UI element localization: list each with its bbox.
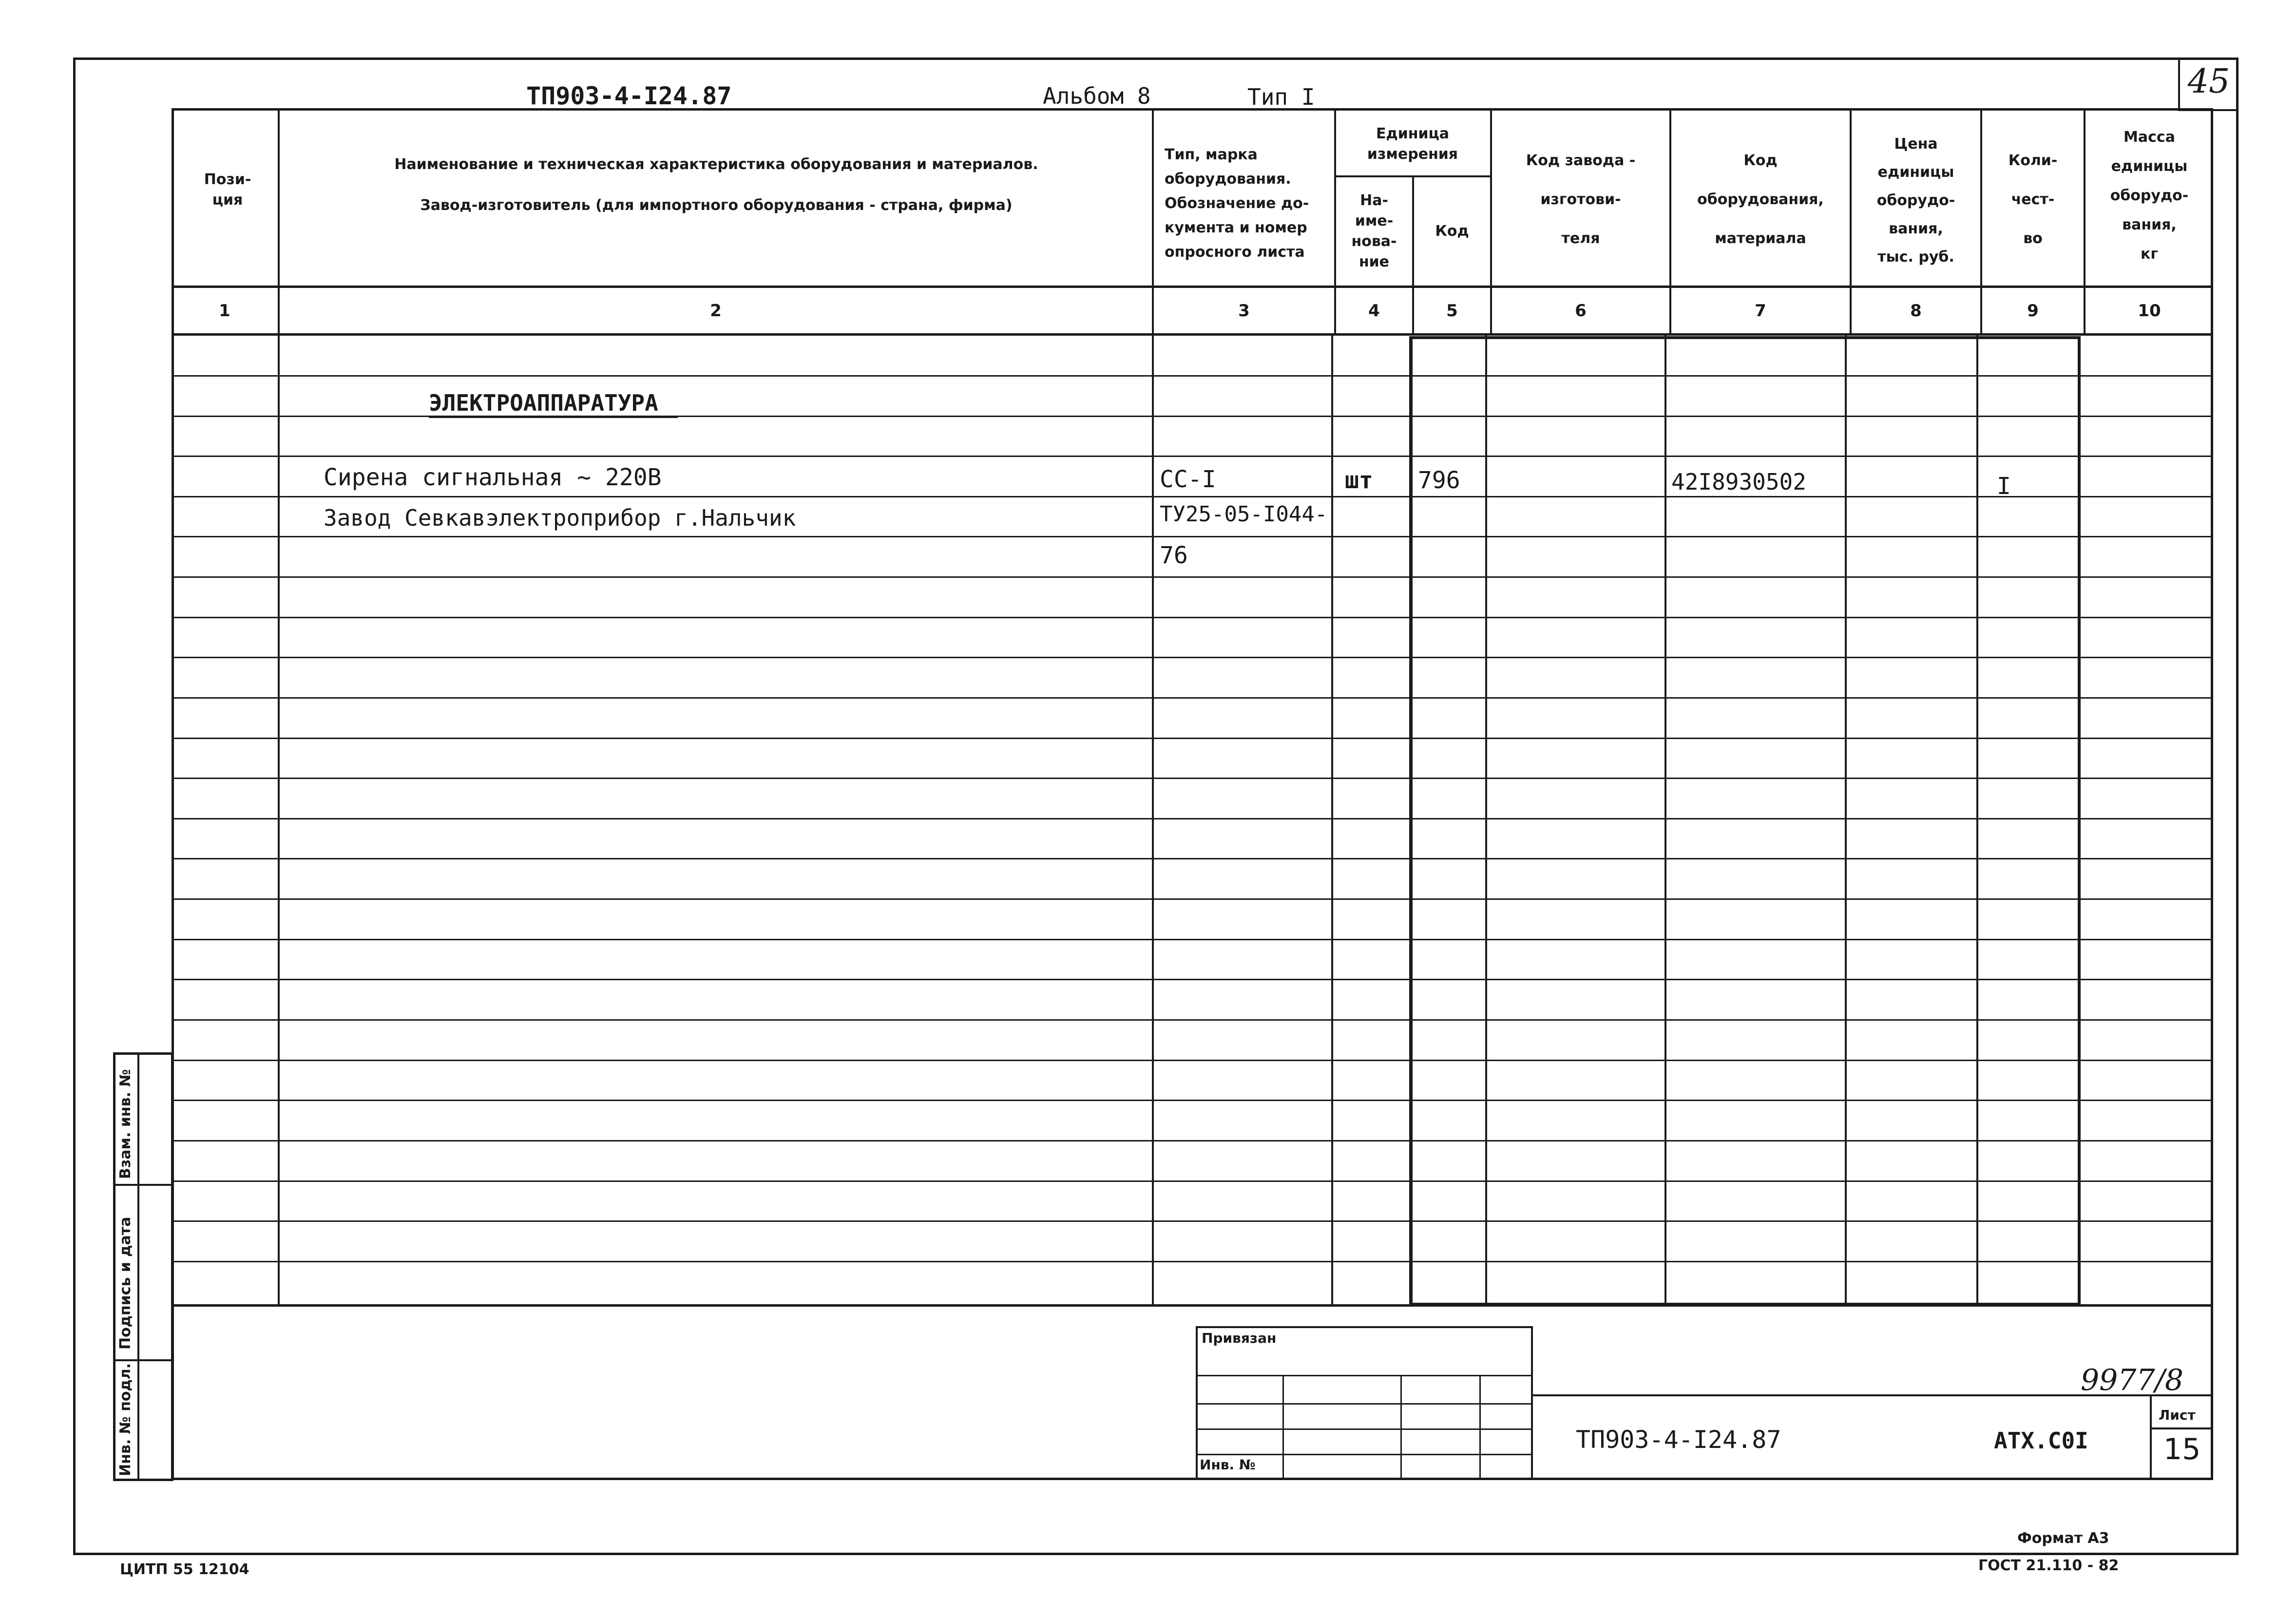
col-num-1: 1	[219, 301, 230, 321]
manufacturer: Завод Севкавэлектроприбор г.Нальчик	[324, 505, 796, 531]
col-header-unit-group: Единица измерения	[1367, 125, 1458, 163]
sheet-number: 15	[2163, 1432, 2201, 1466]
col-num-8: 8	[1910, 301, 1922, 321]
quantity: I	[1997, 473, 2011, 500]
col-header-unit-name: На- име- нова- ние	[1351, 192, 1397, 270]
col-num-4: 4	[1368, 301, 1380, 321]
type-mark: СС-I	[1160, 466, 1216, 493]
inv-label: Инв. №	[1200, 1457, 1256, 1473]
item-name: Сирена сигнальная ~ 220В	[324, 464, 662, 491]
header-type: Тип I	[1247, 84, 1315, 110]
title-block-doc-code: АТХ.С0I	[1994, 1427, 2088, 1454]
col-header-mass: Масса единицы оборудо- вания, кг	[2110, 129, 2189, 263]
col-num-3: 3	[1238, 301, 1250, 321]
side-stamp-replace-inv: Взам. инв. №	[117, 1069, 134, 1179]
equipment-code: 42I8930502	[1671, 469, 1806, 495]
unit-name: шт	[1345, 467, 1373, 494]
section-title: ЭЛЕКТРОАППАРАТУРА	[429, 390, 678, 418]
side-stamp-signature-date: Подпись и дата	[117, 1217, 134, 1350]
col-num-6: 6	[1575, 301, 1587, 321]
unit-code: 796	[1418, 467, 1460, 494]
main-table-frame	[172, 108, 2213, 1307]
sheet-label: Лист	[2159, 1407, 2196, 1423]
page-number-handwritten: 45	[2187, 62, 2230, 101]
col-header-factory-code: Код завода - изготови- теля	[1526, 152, 1636, 247]
title-block-frame	[172, 1305, 2213, 1480]
footer-left: ЦИТП 55 12104	[120, 1561, 249, 1578]
doc-ref-line2: 76	[1160, 542, 1188, 569]
col-num-5: 5	[1446, 301, 1458, 321]
handwritten-number: 9977/8	[2081, 1363, 2184, 1397]
col-header-position: Пози- ция	[204, 171, 251, 209]
footer-gost: ГОСТ 21.110 - 82	[1978, 1557, 2119, 1574]
col-num-10: 10	[2138, 301, 2161, 321]
header-designation: ТП903-4-I24.87	[526, 82, 732, 110]
col-header-unit-code: Код	[1435, 223, 1469, 240]
col-header-name: Наименование и техническая характеристика оборудования и материалов. Завод-изготовитель (для импортного оборудования - страна, фирма)	[394, 156, 1038, 214]
col-num-7: 7	[1755, 301, 1766, 321]
doc-ref-line1: ТУ25-05-I044-	[1160, 502, 1328, 527]
col-header-quantity: Коли- чест- во	[2008, 152, 2058, 247]
title-block-designation: ТП903-4-I24.87	[1576, 1426, 1781, 1454]
header-album: Альбом 8	[1043, 83, 1151, 109]
side-stamp-original-inv: Инв. № подл.	[117, 1363, 134, 1476]
col-num-9: 9	[2027, 301, 2039, 321]
col-header-price: Цена единицы оборудо- вания, тыс. руб.	[1876, 135, 1955, 266]
col-header-equipment-code: Код оборудования, материала	[1697, 152, 1824, 247]
footer-format: Формат А3	[2017, 1530, 2109, 1547]
bound-label: Привязан	[1202, 1330, 1277, 1346]
col-num-2: 2	[710, 301, 722, 321]
col-header-type-mark: Тип, марка оборудования. Обозначение до- кумента и номер опросного листа	[1165, 146, 1309, 261]
